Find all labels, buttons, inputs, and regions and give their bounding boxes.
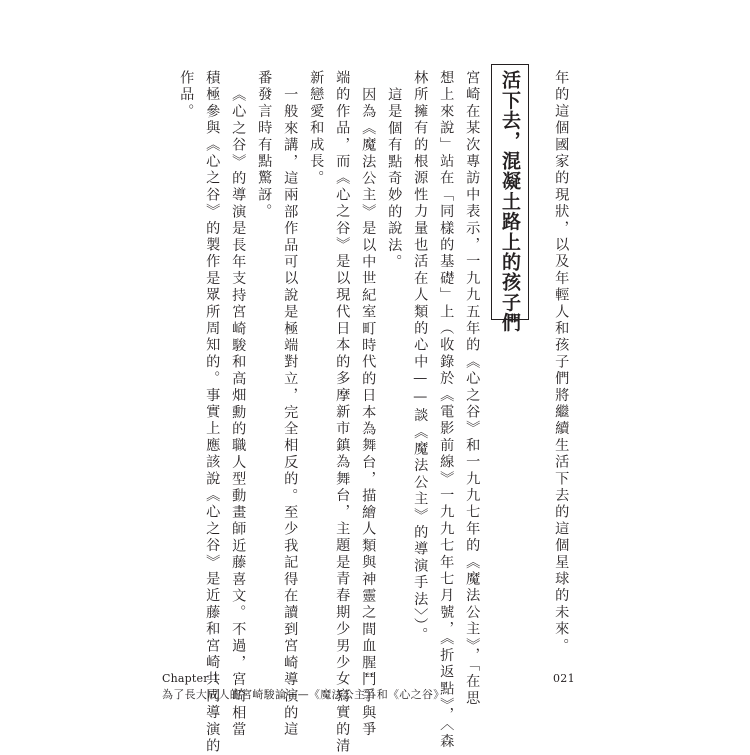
body-text-column: 年的這個國家的現狀，以及年輕人和孩子們將繼續生活下去的這個星球的未來。 [553,70,570,655]
section-heading: 活下去，混凝土路上的孩子們 [499,70,521,333]
body-text-column: 新戀愛和成長。 [308,70,325,187]
body-text-column: 作品。 [178,70,195,121]
body-text-column: 端的作品，而《心之谷》是以現代日本的多摩新市鎮為舞台，主題是青春期少男少女寫實的清 [334,70,351,755]
body-text-column: 林所擁有的根源性力量也活在人類的心中——談《魔法公主》的導演手法〉）。 [412,70,429,644]
body-text-column: 因為《魔法公主》是以中世紀室町時代的日本為舞台，描繪人類與神靈之間血腥鬥爭與爭 [360,87,377,739]
body-text-column: 這是個有點奇妙的說法。 [386,87,403,271]
body-text-column: 一般來講，這兩部作品可以說是極端對立，完全相反的。至少我記得在讀到宮崎導演的這 [282,87,299,739]
footer-running-title: 為了長大成人的宮崎駿論——《魔法公主》和《心之谷》 [162,688,445,701]
body-text-column: 番發言時有點驚訝。 [256,70,273,221]
footer-chapter-label: Chapter 1 [162,672,220,685]
body-text-column: 《心之谷》的導演是長年支持宮崎駿和高畑勳的職人型動畫師近藤喜文。不過，宮崎相當 [230,87,247,739]
body-text-column: 積極參與《心之谷》的製作是眾所周知的。事實上應該說《心之谷》是近藤和宮崎共同導演的 [204,70,221,755]
page-number: 021 [553,672,575,685]
body-text-column: 想上來說」站在「同樣的基礎」上（收錄於《電影前線》一九九七年七月號，《折返點》，〈森 [438,70,455,751]
body-text-column: 宮崎在某次專訪中表示，一九九五年的《心之谷》和一九九七年的《魔法公主》，「在思 [464,70,481,708]
